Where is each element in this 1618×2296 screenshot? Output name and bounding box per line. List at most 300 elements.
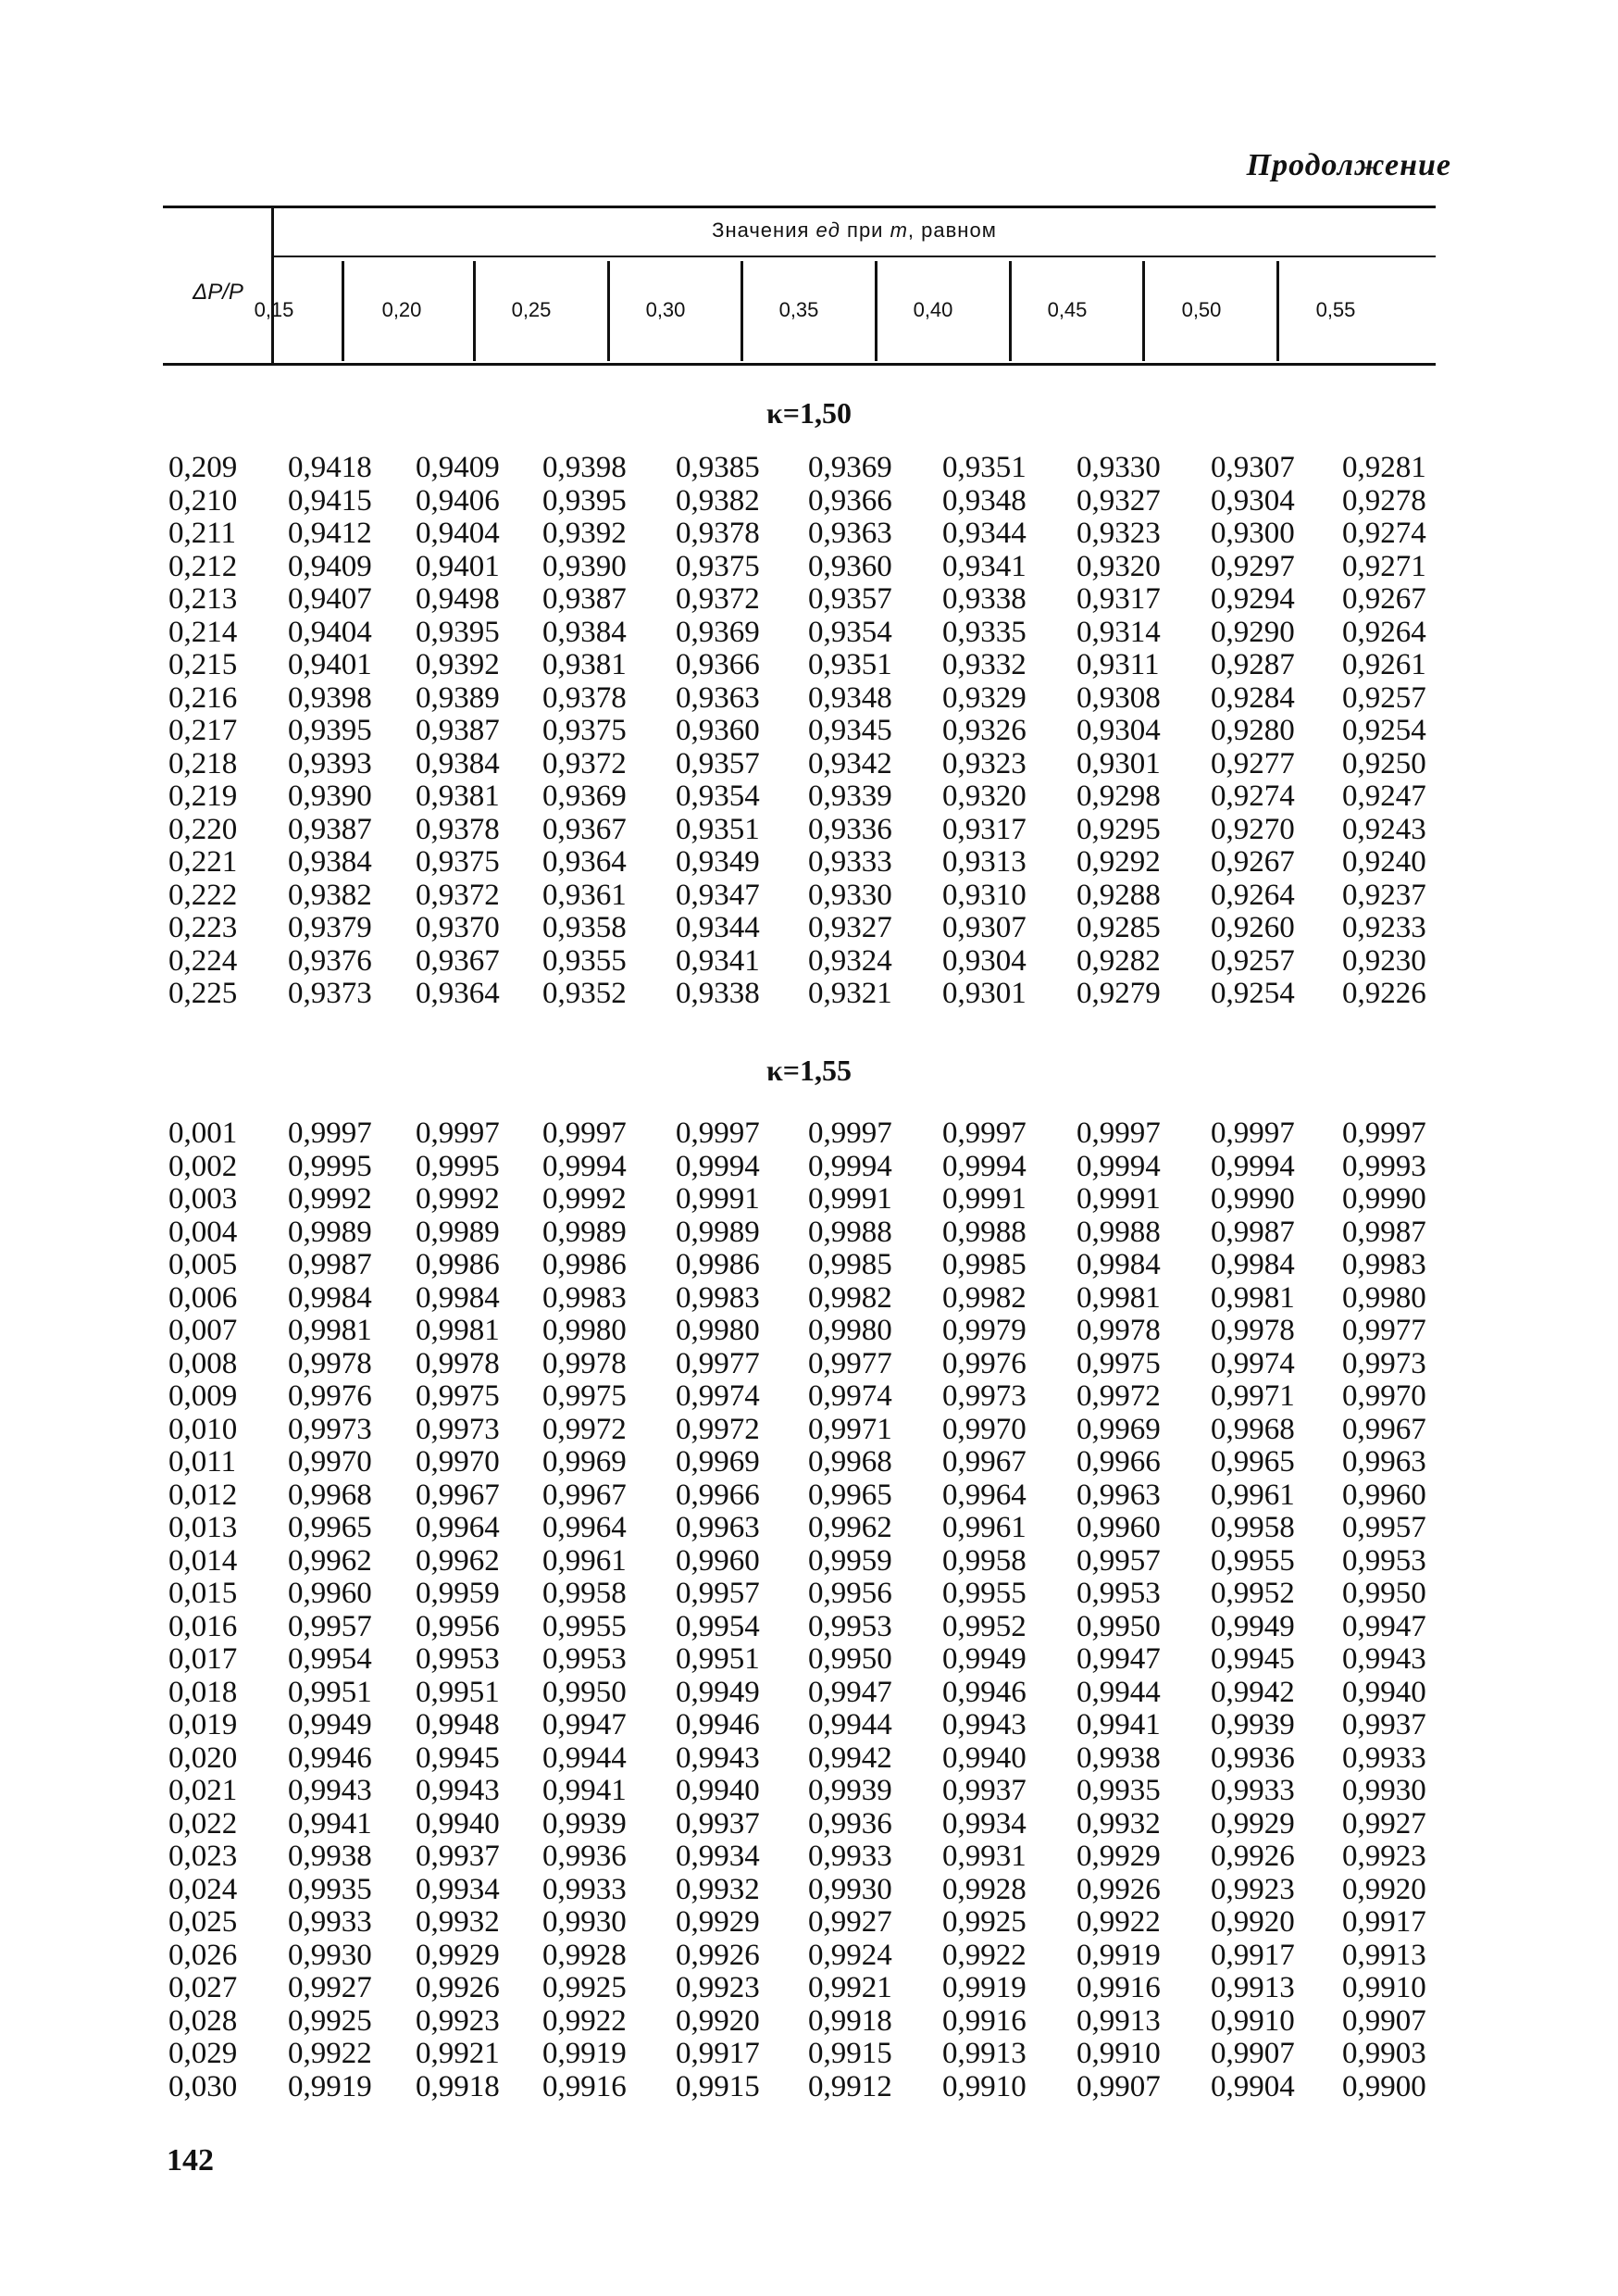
table-row	[0, 1874, 1618, 1907]
value-cell: 0,9250	[1342, 746, 1426, 780]
value-cell: 0,9369	[542, 780, 627, 813]
value-cell: 0,9965	[808, 1478, 892, 1512]
value-cell: 0,9930	[288, 1938, 372, 1972]
value-cell: 0,9282	[1077, 943, 1161, 978]
value-cell: 0,9366	[808, 483, 892, 518]
value-cell: 0,9977	[1342, 1314, 1426, 1347]
value-cell: 0,9404	[416, 517, 500, 550]
value-cell: 0,9363	[808, 517, 892, 550]
dp-ratio-cell: 0,026	[168, 1938, 238, 1972]
value-cell: 0,9910	[942, 2069, 1027, 2103]
dp-ratio-cell: 0,216	[168, 680, 238, 715]
value-cell: 0,9929	[676, 1905, 760, 1939]
value-cell: 0,9952	[1211, 1577, 1295, 1610]
value-cell: 0,9922	[942, 1938, 1027, 1972]
value-cell: 0,9990	[1211, 1182, 1295, 1216]
value-cell: 0,9938	[288, 1840, 372, 1873]
value-cell: 0,9364	[416, 977, 500, 1010]
value-cell: 0,9378	[676, 517, 760, 550]
value-cell: 0,9384	[288, 845, 372, 879]
value-cell: 0,9949	[942, 1642, 1027, 1676]
value-cell: 0,9409	[288, 549, 372, 583]
value-cell: 0,9978	[542, 1346, 627, 1380]
value-cell: 0,9984	[416, 1280, 500, 1315]
value-cell: 0,9940	[416, 1806, 500, 1841]
value-cell: 0,9945	[1211, 1642, 1295, 1676]
value-cell: 0,9964	[942, 1478, 1027, 1512]
dp-ratio-cell: 0,010	[168, 1412, 238, 1446]
value-cell: 0,9243	[1342, 812, 1426, 846]
value-cell: 0,9929	[1077, 1840, 1161, 1873]
value-cell: 0,9326	[942, 714, 1027, 747]
table-row	[0, 649, 1618, 682]
dp-ratio-cell: 0,002	[168, 1149, 238, 1183]
value-cell: 0,9969	[676, 1445, 760, 1479]
value-cell: 0,9983	[1342, 1248, 1426, 1281]
value-cell: 0,9997	[942, 1117, 1027, 1150]
value-cell: 0,9963	[676, 1511, 760, 1544]
table-row	[0, 1742, 1618, 1776]
value-cell: 0,9981	[1211, 1280, 1295, 1315]
value-cell: 0,9928	[542, 1938, 627, 1972]
value-cell: 0,9963	[1342, 1445, 1426, 1479]
value-cell: 0,9995	[416, 1149, 500, 1183]
value-cell: 0,9972	[542, 1412, 627, 1446]
value-cell: 0,9984	[288, 1280, 372, 1315]
value-cell: 0,9978	[416, 1346, 500, 1380]
value-cell: 0,9226	[1342, 977, 1426, 1010]
value-cell: 0,9924	[808, 1938, 892, 1972]
dp-ratio-cell: 0,001	[168, 1117, 238, 1150]
dp-ratio-cell: 0,214	[168, 615, 238, 649]
value-cell: 0,9934	[942, 1806, 1027, 1841]
value-cell: 0,9943	[1342, 1642, 1426, 1676]
value-cell: 0,9970	[1342, 1379, 1426, 1413]
value-cell: 0,9981	[1077, 1280, 1161, 1315]
value-cell: 0,9297	[1211, 549, 1295, 583]
dp-ratio-cell: 0,023	[168, 1840, 238, 1873]
dp-ratio-cell: 0,004	[168, 1215, 238, 1249]
value-cell: 0,9389	[416, 680, 500, 715]
value-cell: 0,9355	[542, 943, 627, 978]
value-cell: 0,9372	[416, 878, 500, 912]
value-cell: 0,9995	[288, 1149, 372, 1183]
table-row	[0, 1282, 1618, 1316]
value-cell: 0,9978	[1211, 1314, 1295, 1347]
value-cell: 0,9925	[942, 1905, 1027, 1939]
value-cell: 0,9967	[542, 1478, 627, 1512]
value-cell: 0,9944	[542, 1741, 627, 1775]
value-cell: 0,9971	[808, 1412, 892, 1446]
value-cell: 0,9992	[542, 1182, 627, 1216]
value-cell: 0,9918	[416, 2069, 500, 2103]
table-row	[0, 1479, 1618, 1513]
value-cell: 0,9973	[942, 1379, 1027, 1413]
value-cell: 0,9930	[542, 1905, 627, 1939]
value-cell: 0,9979	[942, 1314, 1027, 1347]
value-cell: 0,9974	[1211, 1346, 1295, 1380]
value-cell: 0,9916	[942, 2003, 1027, 2038]
value-cell: 0,9311	[1077, 648, 1160, 681]
table-row	[0, 1841, 1618, 1874]
value-cell: 0,9941	[1077, 1708, 1161, 1741]
value-cell: 0,9919	[942, 1971, 1027, 2004]
value-cell: 0,9395	[288, 714, 372, 747]
table-row	[0, 551, 1618, 584]
value-cell: 0,9969	[1077, 1412, 1161, 1446]
continuation-label: Продолжение	[1246, 148, 1451, 182]
section-title: κ=1,50	[766, 396, 852, 430]
value-cell: 0,9957	[1342, 1511, 1426, 1544]
dp-ratio-cell: 0,011	[168, 1445, 237, 1479]
value-cell: 0,9910	[1211, 2003, 1295, 2038]
value-cell: 0,9395	[416, 615, 500, 649]
value-cell: 0,9292	[1077, 845, 1161, 879]
value-cell: 0,9972	[1077, 1379, 1161, 1413]
value-cell: 0,9384	[542, 615, 627, 649]
value-cell: 0,9381	[542, 648, 627, 681]
table-row	[0, 945, 1618, 979]
value-cell: 0,9926	[676, 1938, 760, 1972]
table-row	[0, 1906, 1618, 1940]
value-cell: 0,9920	[1211, 1905, 1295, 1939]
value-cell: 0,9333	[808, 845, 892, 879]
value-cell: 0,9916	[1077, 1971, 1161, 2004]
value-cell: 0,9300	[1211, 517, 1295, 550]
dp-ratio-cell: 0,217	[168, 714, 238, 747]
value-cell: 0,9956	[416, 1609, 500, 1643]
dp-ratio-cell: 0,022	[168, 1806, 238, 1841]
table-row	[0, 1414, 1618, 1447]
value-cell: 0,9950	[1077, 1609, 1161, 1643]
value-cell: 0,9304	[1077, 714, 1161, 747]
dp-ratio-cell: 0,213	[168, 582, 238, 616]
value-cell: 0,9261	[1342, 648, 1426, 681]
table-row	[0, 1808, 1618, 1841]
value-cell: 0,9947	[542, 1708, 627, 1741]
value-cell: 0,9274	[1342, 517, 1426, 550]
value-cell: 0,9967	[416, 1478, 500, 1512]
value-cell: 0,9415	[288, 483, 372, 518]
value-cell: 0,9946	[676, 1708, 760, 1741]
table-row	[0, 1709, 1618, 1742]
value-cell: 0,9939	[1211, 1708, 1295, 1741]
value-cell: 0,9910	[1077, 2037, 1161, 2070]
value-cell: 0,9961	[1211, 1478, 1295, 1512]
value-cell: 0,9951	[416, 1675, 500, 1709]
value-cell: 0,9372	[676, 582, 760, 616]
table-row	[0, 1578, 1618, 1611]
page-number: 142	[167, 2143, 214, 2177]
value-cell: 0,9279	[1077, 977, 1161, 1010]
table-row	[0, 1677, 1618, 1710]
value-cell: 0,9913	[1342, 1938, 1426, 1972]
value-cell: 0,9395	[542, 483, 627, 518]
m-value-header: 0,15	[254, 298, 294, 321]
value-cell: 0,9254	[1342, 714, 1426, 747]
value-cell: 0,9257	[1211, 943, 1295, 978]
value-cell: 0,9348	[808, 680, 892, 715]
value-cell: 0,9404	[288, 615, 372, 649]
value-cell: 0,9390	[288, 780, 372, 813]
value-cell: 0,9971	[1211, 1379, 1295, 1413]
value-cell: 0,9373	[288, 977, 372, 1010]
value-cell: 0,9957	[676, 1577, 760, 1610]
value-cell: 0,9278	[1342, 483, 1426, 518]
value-cell: 0,9923	[1211, 1872, 1295, 1906]
m-value-header: 0,20	[381, 298, 422, 321]
value-cell: 0,9953	[808, 1609, 892, 1643]
dp-ratio-cell: 0,212	[168, 549, 238, 583]
value-cell: 0,9375	[676, 549, 760, 583]
value-cell: 0,9361	[542, 878, 627, 912]
value-cell: 0,9994	[1211, 1149, 1295, 1183]
value-cell: 0,9327	[808, 911, 892, 944]
value-cell: 0,9382	[288, 878, 372, 912]
value-cell: 0,9954	[676, 1609, 760, 1643]
table-row	[0, 1117, 1618, 1151]
row-label-header: ΔP/P	[193, 280, 243, 305]
value-cell: 0,9407	[288, 582, 372, 616]
table-row	[0, 1217, 1618, 1250]
value-cell: 0,9958	[942, 1543, 1027, 1578]
value-cell: 0,9956	[808, 1577, 892, 1610]
value-cell: 0,9918	[808, 2003, 892, 2038]
value-cell: 0,9401	[288, 648, 372, 681]
m-value-header: 0,50	[1181, 298, 1222, 321]
dp-ratio-cell: 0,219	[168, 780, 238, 813]
value-cell: 0,9364	[542, 845, 627, 879]
dp-ratio-cell: 0,222	[168, 878, 238, 912]
table-row	[0, 518, 1618, 551]
table-row	[0, 485, 1618, 518]
value-cell: 0,9986	[416, 1248, 500, 1281]
value-cell: 0,9930	[808, 1872, 892, 1906]
value-cell: 0,9972	[676, 1412, 760, 1446]
header-sub-rule	[273, 256, 1436, 257]
value-cell: 0,9409	[416, 451, 500, 484]
value-cell: 0,9997	[288, 1117, 372, 1150]
value-cell: 0,9978	[1077, 1314, 1161, 1347]
table-row	[0, 2071, 1618, 2104]
value-cell: 0,9913	[942, 2037, 1027, 2070]
value-cell: 0,9947	[1342, 1609, 1426, 1643]
value-cell: 0,9967	[942, 1445, 1027, 1479]
dp-ratio-cell: 0,215	[168, 648, 238, 681]
value-cell: 0,9922	[1077, 1905, 1161, 1939]
table-row	[0, 617, 1618, 650]
dp-ratio-cell: 0,008	[168, 1346, 238, 1380]
table-row	[0, 978, 1618, 1011]
value-cell: 0,9913	[1077, 2003, 1161, 2038]
value-cell: 0,9948	[416, 1708, 500, 1741]
value-cell: 0,9994	[1077, 1149, 1161, 1183]
dp-ratio-cell: 0,007	[168, 1314, 238, 1347]
table-row	[0, 846, 1618, 880]
value-cell: 0,9955	[542, 1609, 627, 1643]
value-cell: 0,9953	[542, 1642, 627, 1676]
value-cell: 0,9933	[1211, 1774, 1295, 1807]
m-value-header: 0,45	[1047, 298, 1088, 321]
value-cell: 0,9988	[942, 1215, 1027, 1249]
value-cell: 0,9929	[1211, 1806, 1295, 1841]
value-cell: 0,9927	[1342, 1806, 1426, 1841]
value-cell: 0,9938	[1077, 1741, 1161, 1775]
value-cell: 0,9960	[288, 1577, 372, 1610]
value-cell: 0,9941	[288, 1806, 372, 1841]
value-cell: 0,9931	[942, 1840, 1027, 1873]
value-cell: 0,9985	[808, 1248, 892, 1281]
value-cell: 0,9968	[808, 1445, 892, 1479]
value-cell: 0,9392	[416, 648, 500, 681]
value-cell: 0,9418	[288, 451, 372, 484]
value-cell: 0,9335	[942, 615, 1027, 649]
value-cell: 0,9968	[288, 1478, 372, 1512]
section-title: κ=1,55	[766, 1054, 852, 1087]
value-cell: 0,9945	[416, 1741, 500, 1775]
dp-ratio-cell: 0,003	[168, 1182, 238, 1216]
value-cell: 0,9997	[542, 1117, 627, 1150]
value-cell: 0,9270	[1211, 812, 1295, 846]
value-cell: 0,9943	[676, 1741, 760, 1775]
value-cell: 0,9917	[676, 2037, 760, 2070]
dp-ratio-cell: 0,210	[168, 483, 238, 518]
value-cell: 0,9936	[808, 1806, 892, 1841]
value-cell: 0,9247	[1342, 780, 1426, 813]
dp-ratio-cell: 0,024	[168, 1872, 238, 1906]
value-cell: 0,9933	[1342, 1741, 1426, 1775]
value-cell: 0,9962	[288, 1543, 372, 1578]
value-cell: 0,9349	[676, 845, 760, 879]
value-cell: 0,9957	[1077, 1543, 1161, 1578]
value-cell: 0,9986	[676, 1248, 760, 1281]
value-cell: 0,9973	[1342, 1346, 1426, 1380]
dp-ratio-cell: 0,221	[168, 845, 238, 879]
value-cell: 0,9937	[676, 1806, 760, 1841]
table-row	[0, 814, 1618, 847]
value-cell: 0,9923	[676, 1971, 760, 2004]
value-cell: 0,9298	[1077, 780, 1161, 813]
dp-ratio-cell: 0,211	[168, 517, 237, 550]
value-cell: 0,9937	[1342, 1708, 1426, 1741]
value-cell: 0,9387	[542, 582, 627, 616]
value-cell: 0,9900	[1342, 2069, 1426, 2103]
value-cell: 0,9257	[1342, 680, 1426, 715]
header-bottom-rule	[163, 363, 1436, 366]
value-cell: 0,9951	[676, 1642, 760, 1676]
dp-ratio-cell: 0,017	[168, 1642, 238, 1676]
dp-ratio-cell: 0,223	[168, 911, 238, 944]
table-row	[0, 1249, 1618, 1282]
value-cell: 0,9992	[288, 1182, 372, 1216]
value-cell: 0,9344	[942, 517, 1027, 550]
value-cell: 0,9919	[288, 2069, 372, 2103]
value-cell: 0,9369	[676, 615, 760, 649]
value-cell: 0,9392	[542, 517, 627, 550]
value-cell: 0,9962	[808, 1511, 892, 1544]
value-cell: 0,9992	[416, 1182, 500, 1216]
value-cell: 0,9974	[676, 1379, 760, 1413]
value-cell: 0,9976	[942, 1346, 1027, 1380]
header-column-divider	[1142, 261, 1145, 361]
table-row	[0, 1940, 1618, 1973]
value-cell: 0,9939	[808, 1774, 892, 1807]
value-cell: 0,9943	[288, 1774, 372, 1807]
value-cell: 0,9934	[416, 1872, 500, 1906]
value-cell: 0,9989	[416, 1215, 500, 1249]
value-cell: 0,9330	[1077, 451, 1161, 484]
table-row	[0, 1446, 1618, 1479]
value-cell: 0,9933	[542, 1872, 627, 1906]
title-prefix: Значения	[712, 218, 816, 242]
value-cell: 0,9240	[1342, 845, 1426, 879]
table-row	[0, 912, 1618, 945]
value-cell: 0,9254	[1211, 977, 1295, 1010]
value-cell: 0,9314	[1077, 615, 1161, 649]
value-cell: 0,9960	[676, 1543, 760, 1578]
value-cell: 0,9384	[416, 746, 500, 780]
value-cell: 0,9928	[942, 1872, 1027, 1906]
value-cell: 0,9357	[808, 582, 892, 616]
table-row	[0, 1380, 1618, 1414]
value-cell: 0,9301	[1077, 746, 1161, 780]
value-cell: 0,9967	[1342, 1412, 1426, 1446]
value-cell: 0,9378	[416, 812, 500, 846]
value-cell: 0,9376	[288, 943, 372, 978]
m-value-header: 0,55	[1315, 298, 1356, 321]
value-cell: 0,9982	[942, 1280, 1027, 1315]
value-cell: 0,9950	[1342, 1577, 1426, 1610]
value-cell: 0,9932	[416, 1905, 500, 1939]
value-cell: 0,9982	[808, 1280, 892, 1315]
value-cell: 0,9290	[1211, 615, 1295, 649]
value-cell: 0,9964	[416, 1511, 500, 1544]
value-cell: 0,9274	[1211, 780, 1295, 813]
value-cell: 0,9338	[676, 977, 760, 1010]
table-row	[0, 1348, 1618, 1381]
value-cell: 0,9946	[288, 1741, 372, 1775]
dp-ratio-cell: 0,014	[168, 1543, 238, 1578]
header-column-divider	[342, 261, 344, 361]
value-cell: 0,9950	[542, 1675, 627, 1709]
value-cell: 0,9366	[676, 648, 760, 681]
value-cell: 0,9950	[808, 1642, 892, 1676]
value-cell: 0,9354	[808, 615, 892, 649]
value-cell: 0,9978	[288, 1346, 372, 1380]
value-cell: 0,9964	[542, 1511, 627, 1544]
value-cell: 0,9321	[808, 977, 892, 1010]
value-cell: 0,9976	[288, 1379, 372, 1413]
value-cell: 0,9313	[942, 845, 1027, 879]
value-cell: 0,9975	[416, 1379, 500, 1413]
value-cell: 0,9965	[1211, 1445, 1295, 1479]
value-cell: 0,9957	[288, 1609, 372, 1643]
header-column-divider	[1276, 261, 1279, 361]
value-cell: 0,9970	[288, 1445, 372, 1479]
value-cell: 0,9932	[1077, 1806, 1161, 1841]
column-group-title	[273, 218, 1436, 243]
table-row	[0, 715, 1618, 748]
value-cell: 0,9925	[542, 1971, 627, 2004]
dp-ratio-cell: 0,027	[168, 1971, 238, 2004]
value-cell: 0,9920	[676, 2003, 760, 2038]
dp-ratio-cell: 0,020	[168, 1741, 238, 1775]
value-cell: 0,9997	[1077, 1117, 1161, 1150]
value-cell: 0,9378	[542, 680, 627, 715]
value-cell: 0,9360	[676, 714, 760, 747]
value-cell: 0,9327	[1077, 483, 1161, 518]
value-cell: 0,9398	[288, 680, 372, 715]
